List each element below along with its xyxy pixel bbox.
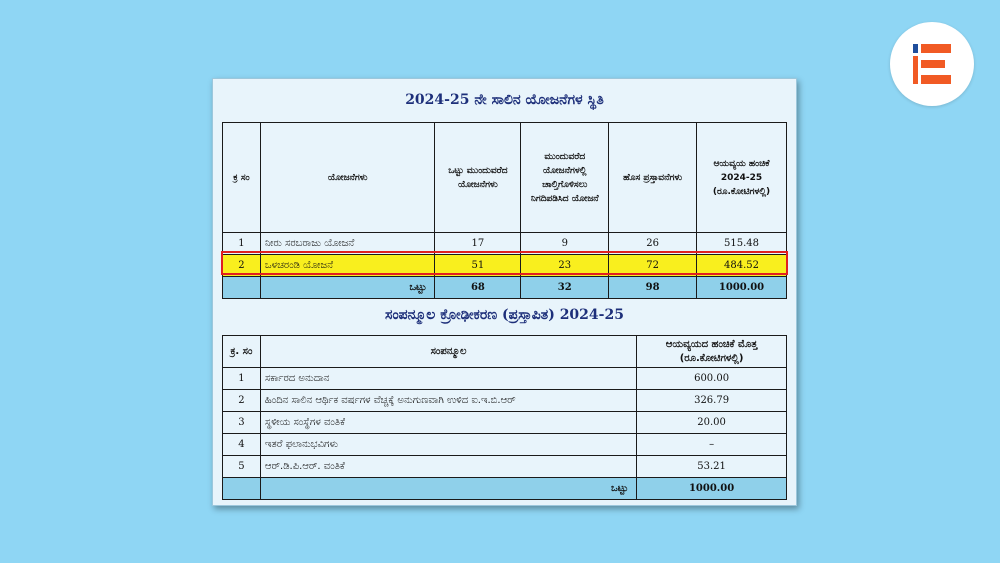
table1-title: 2024-25 ನೇ ಸಾಲಿನ ಯೋಜನೆಗಳ ಸ್ಥಿತಿ xyxy=(405,92,604,108)
table-row-highlighted xyxy=(223,255,787,277)
table-header-row xyxy=(223,123,787,233)
cell-source: ಆರ್.ಡಿ.ಪಿ.ಆರ್. ವಂತಿಕೆ xyxy=(260,456,636,478)
cell-source: ಇತರೆ ಫಲಾನುಭವಿಗಳು xyxy=(260,434,636,456)
table-row xyxy=(223,434,787,456)
cell-ongoing-target: 9 xyxy=(521,233,609,255)
cell-sl: 5 xyxy=(223,456,261,478)
total-label: ಒಟ್ಟು xyxy=(260,277,435,299)
table-total-row xyxy=(223,478,787,500)
cell-total-ongoing: 51 xyxy=(435,255,521,277)
col-header-total-ongoing: ಒಟ್ಟು ಮುಂದುವರೆದ ಯೋಜನೆಗಳು xyxy=(435,123,521,233)
cell-total-ongoing: 17 xyxy=(435,233,521,255)
table-total-row xyxy=(223,277,787,299)
col-header-scheme: ಯೋಜನೆಗಳು xyxy=(260,123,435,233)
total-budget: 1000.00 xyxy=(697,277,787,299)
cell-sl: 2 xyxy=(223,390,261,412)
cell-amount: 600.00 xyxy=(637,368,787,390)
cell-new-proposals: 72 xyxy=(609,255,697,277)
col-header-source: ಸಂಪನ್ಮೂಲ xyxy=(260,336,636,368)
cell-budget: 515.48 xyxy=(697,233,787,255)
cell-scheme: ನೀರು ಸರಬರಾಜು ಯೋಜನೆ xyxy=(260,233,435,255)
col-header-ongoing-target: ಮುಂದುವರೆದ ಯೋಜನೆಗಳಲ್ಲಿ ಚಾಲ್ತಿಗೊಳಿಸಲು ನಿಗದಿಪಡಿಸಿದ ಯೋಜನೆ xyxy=(521,123,609,233)
cell-new-proposals: 26 xyxy=(609,233,697,255)
cell-empty xyxy=(223,277,261,299)
cell-sl: 1 xyxy=(223,233,261,255)
total-label: ಒಟ್ಟು xyxy=(260,478,636,500)
cell-ongoing-target: 23 xyxy=(521,255,609,277)
total-amount: 1000.00 xyxy=(637,478,787,500)
cell-sl: 1 xyxy=(223,368,261,390)
cell-amount: – xyxy=(637,434,787,456)
cell-amount: 20.00 xyxy=(637,412,787,434)
cell-source: ಹಿಂದಿನ ಸಾಲಿನ ಆರ್ಥಿಕ ವರ್ಷಗಳ ವೆಚ್ಚಕ್ಕೆ ಅನುಗುಣವಾಗಿ ಉಳಿದ ಐ.ಇ.ಬಿ.ಆರ್ xyxy=(260,390,636,412)
cell-amount: 53.21 xyxy=(637,456,787,478)
cell-scheme: ಒಳಚರಂಡಿ ಯೋಜನೆ xyxy=(260,255,435,277)
table2-title: ಸಂಪನ್ಮೂಲ ಕ್ರೋಢೀಕರಣ (ಪ್ರಸ್ತಾಪಿತ) 2024-25 xyxy=(385,307,624,323)
total-ongoing-target: 32 xyxy=(521,277,609,299)
total-new-proposals: 98 xyxy=(609,277,697,299)
table-row xyxy=(223,390,787,412)
table-header-row xyxy=(223,336,787,368)
col-header-sl: ಕ್ರ. ಸಂ xyxy=(223,336,261,368)
cell-sl: 3 xyxy=(223,412,261,434)
cell-empty xyxy=(223,478,261,500)
resource-mobilization-table xyxy=(222,335,787,500)
cell-amount: 326.79 xyxy=(637,390,787,412)
table-row xyxy=(223,456,787,478)
table-row xyxy=(223,412,787,434)
total-ongoing: 68 xyxy=(435,277,521,299)
e-logo-icon xyxy=(890,22,974,106)
cell-budget: 484.52 xyxy=(697,255,787,277)
col-header-amount: ಆಯವ್ಯಯದ ಹಂಚಿಕೆ ಮೊತ್ತ (ರೂ.ಕೋಟಿಗಳಲ್ಲಿ) xyxy=(637,336,787,368)
table-row xyxy=(223,233,787,255)
cell-source: ಸರ್ಕಾರದ ಅನುದಾನ xyxy=(260,368,636,390)
cell-source: ಸ್ಥಳೀಯ ಸಂಸ್ಥೆಗಳ ವಂತಿಕೆ xyxy=(260,412,636,434)
scheme-status-table xyxy=(222,122,787,299)
col-header-budget: ಆಯವ್ಯಯ ಹಂಚಿಕೆ 2024-25 (ರೂ.ಕೋಟಿಗಳಲ್ಲಿ) xyxy=(697,123,787,233)
table-row xyxy=(223,368,787,390)
scheme-document xyxy=(212,78,797,506)
cell-sl: 2 xyxy=(223,255,261,277)
cell-sl: 4 xyxy=(223,434,261,456)
col-header-sl: ಕ್ರ ಸಂ xyxy=(223,123,261,233)
brand-logo[interactable] xyxy=(890,22,974,106)
col-header-new-proposals: ಹೊಸ ಪ್ರಸ್ತಾವನೆಗಳು xyxy=(609,123,697,233)
